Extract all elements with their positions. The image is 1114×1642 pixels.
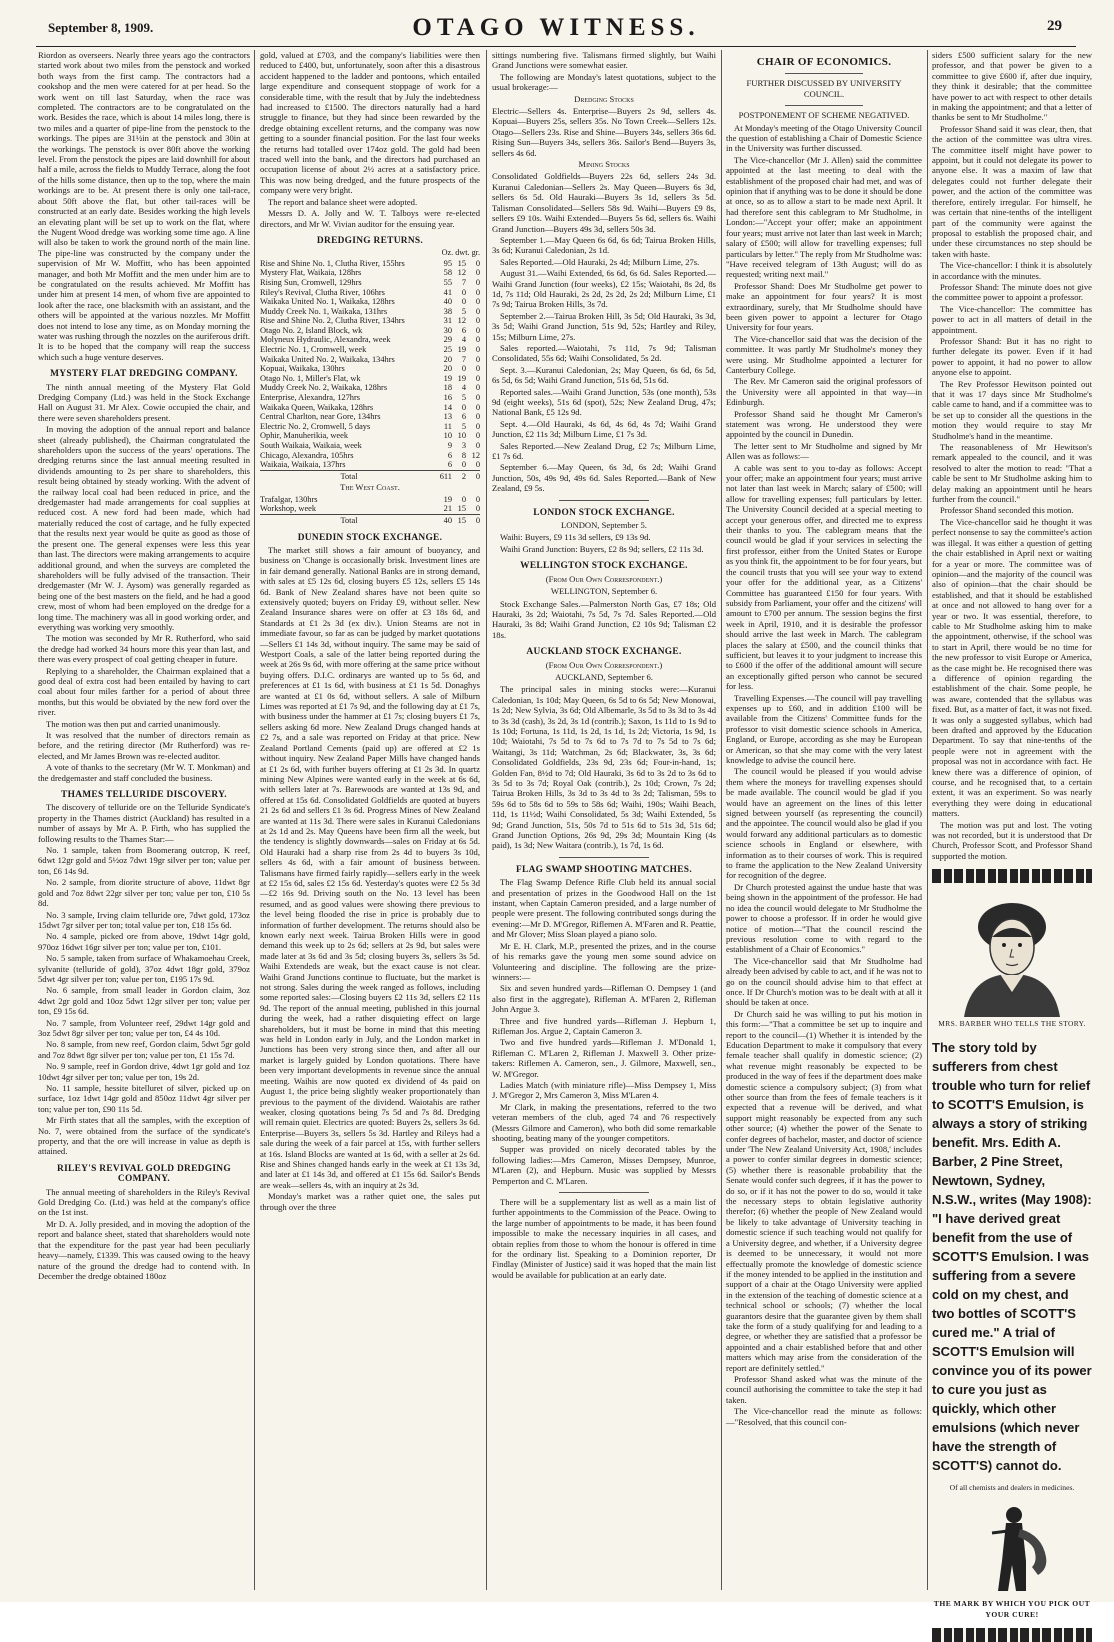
return-row xyxy=(260,297,480,307)
article-paragraph: At Monday's meeting of the Otago University Council the question of establishing a Chair of Domestic Science in the University was further discussed. xyxy=(726,122,922,154)
return-row xyxy=(260,335,480,345)
column-rule xyxy=(254,50,255,1590)
article-paragraph: Professor Shand: Does Mr Studholme get power to make an appointment for four years? It is most extraordinary, surely, that Mr Studholme should have been given power to appoint a lecturer for Otago University for four years. xyxy=(726,280,922,333)
dredge-name: Electric No. 1, Cromwell, week xyxy=(260,345,367,355)
article-paragraph: The Vice-chancellor read the minute as follows:—"Resolved, that this council con- xyxy=(726,1406,922,1427)
total-label: Total xyxy=(260,514,438,525)
article-paragraph: There will be a supplementary list as well as a main list of further appointments to the Commission of the Peace. Owing to the large number of appointments to be made, it has been found impossible to make the necessary inquiries in all cases, and obtain replies from those to whom the honour is offered in time for the ordinary list. Speaking to a Dominion reporter, Dr Findlay (Minister of Justice) said it was hoped that the main list would be available for publication at an early date. xyxy=(492,1197,716,1280)
total-value: 0 xyxy=(466,470,480,481)
return-row xyxy=(260,364,480,374)
article-paragraph: The reasonableness of Mr Hewitson's remark appealed to the council, and it was resolved to alter the motion to read: "That a cable be sent to Mr Studholme asking him to delay making an appointment until he hears further from the council." xyxy=(932,442,1092,505)
yield-value: 0 xyxy=(475,504,480,514)
yield-value: 0 xyxy=(475,393,480,403)
yield-value: 4 xyxy=(461,335,466,345)
divider xyxy=(785,73,863,74)
yield-value: 25 xyxy=(443,345,452,355)
yield-value: 14 xyxy=(443,402,452,412)
article-paragraph: September 6.—May Queen, 6s 3d, 6s 2d; Waihi Grand Junction, 50s, 49s 9d, 49s 6d. Sales Reported.—Bank of New Zealand, £9 5s. xyxy=(492,462,716,494)
yield-value: 0 xyxy=(475,412,480,422)
article-paragraph: The market still shows a fair amount of buoyancy, and business on 'Change is occasionally brisk. Investment lines are in fair demand generally. National Banks are in strong demand, with sales at £5 12s 6d, closing buyers £5 12s, sellers £5 14s 6d. Bank of New Zealand shares have not been quite so extensively quoted; buyers on Friday £9, without seller. New Zealand Insurance shares were on offer at £3 18s 6d, and Standards at £1 2s 3d (ex div.). Union Steams are not in immediate favour, so far as can be judged by market quotations—Sellers £1 14s 3d, without inquiry. The same may be said of Westport Coals, a sale of the latter being reported during the week at 26s 9s 6d, with more offering at the same price without buying offers. D.I.C. ordinarys are wanted up to 5s 6d, and preferences at £1 1s 6d, with business at £1 1s 5d. Donaghys are wanted at £1 0s 6d, without sellers. A sale of Milburn Limes was reported at £1 7s 9d, and the following day at £1 7s, with business under the hammer at £1 7s; closing buyers £1 7s, sellers asking 6d more. New Zealand Drugs changed hands at £2 7s, and a sale was reported on Friday at that price. New Zealand Portland Cements (paid up) are offered at £2 1s without inquiry. New Zealand Paper Mills have changed hands at £1 2s 6d, with further buyers offering at £1 2s 3d. In quartz mining New Alpines were wanted early in the week at 6s 6d, with sellers later at 7s. Barewoods are wanted at 13s 9d, and offered at 15s 6d. Consolidated Goldfields are quoted at buyers 21 2s 6d and sellers £1 3s 6d. Progress Mines of New Zealand are wanted at 11s 3d. There were sales in Kuranui Caledonians at 2s 1d and 2s. May Queens have been firm all the week, but the tendency is slightly downwards—sales on Friday at 6s 5d. Old Hauraki had a sharp rise from 2s 4d to buyers 3s 10d, sellers 4s 6d, with a fair amount of business between. Talismans have firmed fairly rapidly—sellers early in the week at £2 15s 6d, sales £2 15s 6d. Yesterday's quotes were £2 5s 3d—£2 16s 9d. Driving south on the No. 13 level has been resumed, and as good values were showing there previous to the level being flooded the rise in price is probably due to information of further development. The returns should also be known early next week. Tairua Broken Hills were in good demand this week up to 2s 6d; sellers at 2s 9d, but sales were made later at 3s 6d and 3s 5d; closing buyers 3s, sellers 3s 5d. Waihi Extendeds are weak, but the exact cause is not clear. Waihi Grand Junctions continue to fluctuate, but the market is not strong. Sales during the week ranged as follows, including some reported sales:—Closing buyers £2 11s 3d, sellers £2 11s 9d. The report of the annual meeting, published in this journal during the week, had a rather disquieting effect on large shareholders, but it must be borne in mind that this meeting was held in London early in July, and the London market in Junctions has been very strong since then, and after all our market is largely guided by London quotations. There have been very important developments in revenue since the annual meeting. Waihis are now quoted ex dividend of 4s paid on August 1, the price being slightly weaker proportionately than previous to the payment of the dividend. Waiotahis are rather weaker, closing quotations being 7s 5d and 7s 8d. Dredging will remain quiet. Electrics are quoted: Buyers 2s, sellers 3s 6d. Enterprise—Buyers 3s, sellers 5s 3d. Hartley and Rileys had a sale during the week of a fair parcel at 15s, with further sellers at 16s. Island Blocks are wanted at 1s 6d, with a seller at 2s 6d. Rise and Shines changed hands early in the week at £1 13s 3d, and later at £1 14s 3d, and offered at £1 15s 6d. Sailor's Bends are weak—sellers 4s, with an inquiry at 2s 3d. xyxy=(260,544,480,1190)
yield-value: 7 xyxy=(461,277,466,287)
yield-value: 0 xyxy=(475,373,480,383)
return-row xyxy=(260,259,480,269)
headline-auckland-exchange: AUCKLAND STOCK EXCHANGE. xyxy=(526,647,682,658)
column-5 xyxy=(932,50,1092,1619)
yield-value: 0 xyxy=(475,325,480,335)
article-rileys-continued xyxy=(260,197,480,229)
yield-value: 0 xyxy=(475,268,480,278)
return-row xyxy=(260,495,480,505)
yield-value: 0 xyxy=(475,345,480,355)
yield-value: 19 xyxy=(457,373,466,383)
yield-value: 7 xyxy=(461,354,466,364)
article-paragraph: siders £500 sufficient salary for the new professor, and that power be given to a committee to give £600 if, after due inquiry, they think it desirable; that the committee have power to act with respect to other details in making the appointment; and that a letter of thanks be sent to Mr Studholme." xyxy=(932,50,1092,123)
yield-value: 16 xyxy=(443,393,452,403)
return-row xyxy=(260,403,480,413)
headline-mystery-flat: MYSTERY FLAT DREDGING COMPANY. xyxy=(50,369,238,380)
article-paragraph: Mr Clark, in making the presentations, referred to the two veteran members of the club, aged 74 and 76 respectively (Messrs Gilmore and Cameron), who both did some remarkable shooting, beating many of the younger competitors. xyxy=(492,1101,716,1143)
issue-date: September 8, 1909. xyxy=(48,20,154,35)
yield-value: 4 xyxy=(461,383,466,393)
article-paragraph: Professor Shand: But it has no right to further delegate its power. Even if it had power to appoint, it had no power to allow anyone else to appoint. xyxy=(932,335,1092,378)
yield-value: 0 xyxy=(461,364,466,374)
dateline: LONDON, September 5. xyxy=(561,520,647,531)
return-row xyxy=(260,268,480,278)
dredge-name: Otago No. 1, Miller's Flat, wk xyxy=(260,373,361,383)
article-paragraph: gold, valued at £703, and the company's liabilities were then reduced to £400, but, unfortunately, soon after this a disastrous accident happened to the ladder and pontoons, which entailed large expenditure and consequent stoppage of work for a considerable time, with the result that by July the indebtedness had increased to £1500. The directors naturally had a hard struggle to finance, but they had since been rewarded by the dredge obtaining excellent returns, and the company was now getting to a sounder financial position. For the last four weeks the returns had totalled over 174oz gold. The gold had been traced well into the bank, and the directors had purchased an occupation license of about 2½ acres at a satisfactory price. This was now being dredged, and the future prospects of the company were very bright. xyxy=(260,50,480,196)
masthead-title: OTAGO WITNESS. xyxy=(412,14,700,41)
dredge-name: Electric No. 2, Cromwell, 5 days xyxy=(260,421,371,431)
page-number: 29 xyxy=(1047,18,1062,34)
article-paragraph: In moving the adoption of the annual report and balance sheet (already published), the Chairman congratulated the shareholders upon the success of the years' operations. The dredging returns since the last annual meeting resulted in dividends amounting to 2s per share to shareholders, this result being obtained by steady working. With the advent of the railway local coal had been reduced in price, and the dredgemaster had made arrangements for coal supplies at reduced cost. A new ford had been made, which had materially reduced the cost of cartage, and he fully expected that the results next year would be quite as good as those of the present one. The general expenses were less this year than last. The directors were making arrangements to acquire additional ground, and when the surveys are completed the shareholders will be fully advised of the transaction. Their dredgemaster (Mr W. J. Aysom) was generally regarded as being one of the best masters on the field, and he had a good crew, most of whom had been employed on the dredge for a long time. The machinery was all in good working order, and everything was working very smoothly. xyxy=(38,424,250,632)
yield-value: 0 xyxy=(475,402,480,412)
yield-value: 12 xyxy=(457,316,466,326)
yield-value: 6 xyxy=(461,325,466,335)
dredge-name: Rise and Shine No. 2, Clutha River, 134hrs xyxy=(260,316,405,326)
article-paragraph: Replying to a shareholder, the Chairman explained that a good deal of extra cost had been entailed by having to cart coal about four miles farther for a period of about three months, but this would be obviated by the new ford over the river. xyxy=(38,665,250,718)
column-rule xyxy=(721,50,722,1590)
article-paragraph: September 1.—May Queen 6s 6d, 6s 6d; Tairua Broken Hills, 3s 6d; Kuranui Caledonian, 2s 1d. xyxy=(492,234,716,256)
dredge-name: Chicago, Alexandra, 105hrs xyxy=(260,450,354,460)
article-paragraph: The Vice-chancellor: I think it is absolutely in accordance with the minutes. xyxy=(932,260,1092,281)
article-paragraph: The Rev Professor Hewitson pointed out that it was 17 days since Mr Studholme's cable came to hand, and if a committee was to be set up to consider all the questions in the motion they would require to stay Mr Studholme's hand in the meantime. xyxy=(932,378,1092,441)
fisherman-trademark-icon xyxy=(962,1503,1062,1595)
yield-value: 0 xyxy=(461,297,466,307)
headline-dunedin-exchange: DUNEDIN STOCK EXCHANGE. xyxy=(297,532,443,543)
yield-value: 12 xyxy=(457,268,466,278)
trademark-caption: THE MARK BY WHICH YOU PICK OUT YOUR CURE! xyxy=(933,1599,1091,1619)
yield-value: 5 xyxy=(461,393,466,403)
article-paragraph: September 2.—Tairua Broken Hill, 3s 5d; Old Hauraki, 3s 3d, 3s 5d; Waihi Grand Junction, 51s 9d, 52s; Hartley and Riley, 15s; Milburn Lime, 27s. xyxy=(492,310,716,342)
woman-portrait-icon xyxy=(934,889,1090,1017)
article-paragraph: No. 9 sample, reef in Gordon drive, 4dwt 1gr gold and 1oz 10dwt 4gr silver per ton; value per ton, 19s 2d. xyxy=(38,1061,250,1082)
article-paragraph: No. 4 sample, picked ore from above, 19dwt 14gr gold, 970oz 16dwt 16gr silver per ton; value per ton, £101. xyxy=(38,931,250,952)
article-paragraph: Messrs D. A. Jolly and W. T. Talboys were re-elected directors, and Mr W. Vivian auditor for the ensuing year. xyxy=(260,208,480,229)
yield-value: 10 xyxy=(457,431,466,441)
dredging-returns-table xyxy=(260,259,480,482)
article-paragraph: Three and five hundred yards—Rifleman J. Hepburn 1, Rifleman Jos. Argue 2, Captain Cameron 3. xyxy=(492,1015,716,1036)
divider xyxy=(559,1192,649,1193)
headline-thames-telluride: THAMES TELLURIDE DISCOVERY. xyxy=(61,790,227,801)
west-coast-table xyxy=(260,495,480,526)
article-flag-swamp xyxy=(492,877,716,1186)
column-3 xyxy=(492,50,716,1595)
headline-rileys-revival: RILEY'S REVIVAL GOLD DREDGING COMPANY. xyxy=(57,1163,231,1185)
yield-value: 0 xyxy=(475,297,480,307)
units-label: Oz. dwt. gr. xyxy=(441,248,480,258)
yield-value: 13 xyxy=(443,412,452,422)
dredge-name: Rise and Shine No. 1, Clutha River, 155hrs xyxy=(260,258,405,268)
article-paragraph: No. 1 sample, taken from Boomerang outcrop, K reef, 6dwt 12gr gold and 5½oz 7dwt 19gr silver per ton; value per ton, £6 14s 9d. xyxy=(38,845,250,876)
dredge-name: South Waikaia, Waikaia, week xyxy=(260,441,362,450)
article-paragraph: The Rev. Mr Cameron said the original professors of the University were all appointed in that way—in Edinburgh. xyxy=(726,376,922,408)
article-paragraph: No. 7 sample, from Volunteer reef, 29dwt 14gr gold and 3oz 5dwt 8gr silver per ton; value per ton, £4 4s 10d. xyxy=(38,1017,250,1038)
dateline: AUCKLAND, September 6. xyxy=(555,671,653,682)
yield-value: 38 xyxy=(443,306,452,316)
yield-value: 0 xyxy=(475,354,480,364)
return-row xyxy=(260,316,480,326)
article-paragraph: Riordon as overseers. Nearly three years ago the contractors started work about two miles from the penstock and worked both ways from the first camp. The contractors had a cookshop and the men were catered for at per head. So the work went on till last Saturday, when the race was completed. The contractors are to be congratulated on the work. Besides the race, which is about 14 miles long, there is two miles and a quarter of pipe-line from the penstock to the workings. The pipes are 31½in at the penstock and 30in at the workings. The penstock is over 80ft above the working level. From the penstock the pipes are laid downhill for about half a mile, across the fields to Muddy Terrace, along the foot of the hills some distance, then up to the top, where the main workings are to be. At present there is only one tail-race, about 50ft above the flat, but other tail-races will be constructed at an early date. Besides working the high levels an elevating plant will be set up to work on the flat, where the Nugent Wood dredge was working some time ago. A line will also be taken to work the ground north of the main line. The pipe-line was constructed by the company under the supervision of Mr W. Moffitt, who has been appointed manager, and both Mr Moffitt and the men under him are to be congratulated on the results achieved. Mr Moffitt has under him at present 14 men, of whom five are appointed to look after the race, one blacksmith with an assistant, and the others will be appointed at the various nozzles. Mr Moffitt does not intend to lose any time, as on Monday morning the water was rushing through the nozzles on the auriferous drift. It is to be hoped that the company will reap the success which such a huge venture deserves. xyxy=(38,50,250,362)
ad-footnote: Of all chemists and dealers in medicines. xyxy=(949,1482,1075,1492)
dredge-name: Otago No. 2, Island Block, wk xyxy=(260,325,363,335)
dredging-stocks-label: Dredging Stocks xyxy=(574,93,634,104)
article-paragraph: The council would be pleased if you would advise them where the moneys for travelling expenses should be made available. The council would be glad if you would have an agreement on the lines of this letter signed between yourself (as representing the council) and the appointee. The council would also be glad if you would forward any additional particulars as to domestic science schools in England or elsewhere, with information as to their courses of work. This is required to frame the application to the New Zealand University for recognition of the degree. xyxy=(726,766,922,881)
article-paragraph: The annual meeting of shareholders in the Riley's Revival Gold Dredging Co. (Ltd.) was held at the company's office on the 1st inst. xyxy=(38,1186,250,1218)
article-paragraph: The principal sales in mining stocks were:—Kuranui Caledonian, 1s 10d; May Queen, 6s 5d to 6s 5d; New Monowai, 1s 2d; New Sylvia, 3s 6d; Old Albemarle, 3s 5d to 3s 3d to 3s 4d to 3s 3d (cash), 3s 2d, 3s 1d (contrib.); Saxon, 1s 11d to 1s 9d to 1s 10d; Fortuna, 1s 11d, 1s 2d, 1s 1d, 1s 2d; Victoria, 1s 9d, 1s 10d; Waiotahi, 7s 5d to 7s 6d to 7s 7d to 7s 5d to 7s 6d; Waitangi, 3s 11d; Watchman, 2s 6d; Blackwater, 3s, 3s 6d; Consolidated Goldfields, 23s 9d, 23s 6d; Four-in-hand, 1s; Golden Fan, 8½d to 7d; Old Hauraki, 3s 6d to 3s 2d to 3s 6d to 3s 5d to 3s 7d; Royal Oak (contrib.), 2s 10d; Crown, 7s 2d; Tairua Broken Hills, 3s 3d to 3s 4d to 3s 2d; Talisman, 59s to 59s 6d to 58s 6d to 59s to 58s 6d; Waihi, 190s; Waihi Beach, 11d, 1s 11½d; Waihi Consolidated, 5s 3d; Waihi Extended, 5s 9d; Grand Junction, 51s, 50s 7d to 51s 6d to 51s 3d, 51s 6d; Grand Junction Options, 26s 9d, 29s 3d; Mountain King (4s paid), 1s 3d; New Waitara (contrib.), 1s 7d, 1s 6d. xyxy=(492,684,716,851)
portrait-illustration xyxy=(934,889,1090,1017)
west-coast-label: The West Coast. xyxy=(340,482,400,493)
headline-flag-swamp: FLAG SWAMP SHOOTING MATCHES. xyxy=(516,864,692,875)
dredge-name: Mystery Flat, Waikaia, 128hrs xyxy=(260,268,362,278)
total-row xyxy=(260,514,480,525)
scotts-emulsion-ad: The story told by sufferers from chest trouble who turn for relief to SCOTT'S Emulsion, is always a story of striking benefit. Mrs. Edith A. Barber, 2 Pine Street, Newtown, Sydney, N.S.W., writes (May 1908): "I have derived great benefit from the use of SCOTT'S Emulsion. I was suffering from a severe cold on my chest, and two bottles of SCOTT'S cured me." A trial of SCOTT'S Emulsion will convince you of its power to cure you just as quickly, which other emulsions (which never have the strength of SCOTT'S) cannot do. xyxy=(932,1039,1092,1473)
article-rileys-revival xyxy=(38,1187,250,1282)
article-paragraph: Stock Exchange Sales.—Palmerston North Gas, £7 18s; Old Hauraki, 3s 2d; Waiotahi, 7s 5d, 7s 7d. Sales Reported.—Old Hauraki, 3s 8d; Waihi Grand Junction, £2 10s 9d; Talisman £2 18s. xyxy=(492,598,716,640)
yield-value: 0 xyxy=(475,383,480,393)
sales-list xyxy=(492,235,716,494)
yield-value: 40 xyxy=(443,297,452,307)
yield-value: 0 xyxy=(461,402,466,412)
dateline: WELLINGTON, September 6. xyxy=(550,586,658,597)
article-thames-telluride xyxy=(38,802,250,1156)
divider xyxy=(559,500,649,501)
article-paragraph: The motion was put and lost. The voting was not recorded, but it is understood that Dr Church, Professor Scott, and Professor Shand supported the motion. xyxy=(932,819,1092,861)
dredge-name: Waikaka United No. 1, Waikaka, 128hrs xyxy=(260,297,395,307)
yield-value: 0 xyxy=(475,431,480,441)
yield-value: 0 xyxy=(475,277,480,287)
article-paragraph: The motion was then put and carried unanimously. xyxy=(46,718,221,729)
column-1 xyxy=(38,50,250,1595)
article-paragraph: sittings numbering five. Talismans firmed slightly, but Waihi Grand Junctions were somewhat easier. xyxy=(492,50,716,71)
yield-value: 11 xyxy=(443,421,452,431)
article-mystery-flat xyxy=(38,382,250,783)
return-row xyxy=(260,383,480,393)
headline-london-exchange: LONDON STOCK EXCHANGE. xyxy=(533,507,675,518)
article-chair-continued xyxy=(932,50,1092,861)
subheadline: POSTPONEMENT OF SCHEME NEGATIVED. xyxy=(738,110,910,121)
article-paragraph: Professor Shand asked what was the minute of the council authorising the committee to take the step it had taken. xyxy=(726,1373,922,1405)
article-paragraph: The ninth annual meeting of the Mystery Flat Gold Dredging Company (Ltd.) was held in the Stock Exchange Hall on August 31. Mr Alex. Cowie occupied the chair, and there were seven shareholders present. xyxy=(38,381,250,423)
headline-chair-economics: CHAIR OF ECONOMICS. xyxy=(756,56,892,68)
dredge-name: Muddy Creek No. 1, Waikaka, 131hrs xyxy=(260,306,388,316)
total-row xyxy=(260,470,480,481)
article-paragraph: A cable was sent to you to-day as follows: Accept your offer; make an appointment four years; must arrive not later than last week in March; salary of £500; will allow for travelling expenses; full particulars by letter. The University Council decided at a special meeting to accept your generous offer, and directed me to express their thanks to you. The cablegram means that the council would be glad if your services in selecting the first professor, either from the United States or Europe as you think fit, the appointment to be for four years, but the council trusts that you will see your way to extend your offer for the additional year, as a Citizens' Committee has guaranteed £150 for four years. With subsidy from Parliament, your offer and the citizens' will amount to £700 per annum. The session begins the first week in April, 1910, and it is desirable the professor should arrive the last week in March. The cablegram places the salary at £500, and the council thinks that sufficient, but leaves it to your judgment to increase this to £600 if the offer of the additional amount will secure an exceptionally gifted person who cannot be secured for less. xyxy=(726,462,922,692)
article-paragraph: It was resolved that the number of directors remain as before, and the retiring director (Mr Rutherford) was re-elected, and Mr James Brown was re-elected auditor. xyxy=(38,730,250,761)
yield-value: 5 xyxy=(461,421,466,431)
article-paragraph: Professor Shand said it was clear, then, that the action of the committee was ultra vires. The committee itself might have power to appoint, but it could not delegate its power to anyone else. It was a maxim of law that delegates could not further delegate their power, and the action of the committee was therefore, entirely irregular. For himself, he was certain that nine-tenths of the intelligent part of the community were against the proposal to establish the proposed chair, and under these circumstances no step should be taken with haste. xyxy=(932,123,1092,259)
yield-value: 31 xyxy=(443,316,452,326)
article-paragraph: The letter sent to Mr Studholme and signed by Mr Allen was as follows:— xyxy=(726,440,922,462)
ad-banner-bottom xyxy=(932,1628,1092,1642)
article-paragraph: Sales Reported.—Old Hauraki, 2s 4d; Milburn Lime, 27s. xyxy=(500,256,700,267)
article-paragraph: The Flag Swamp Defence Rifle Club held its annual social and presentation of prizes in the Goodwood Hall on the 1st instant, when Captain Cameron presided, and a large number of people were present. The following contributed songs during the evening:—Mr D. M'Gregor, Riflemen A. M'Faren and R. Peattie, and Mr Glover; Miss Sloan played a piano solo. xyxy=(492,877,716,940)
article-paragraph: Sales Reported.—New Zealand Drug, £2 7s; Milburn Lime, £1 7s 6d. xyxy=(492,440,716,462)
headline-wellington-exchange: WELLINGTON STOCK EXCHANGE. xyxy=(520,561,688,572)
total-value: 40 xyxy=(438,514,452,525)
dredging-quotes: Electric—Sellers 4s. Enterprise—Buyers 2s 9d, sellers 4s. Kopuai—Buyers 25s, sellers 35s. No Town Creek—Sellers 12s. Otago—Sellers 23s. Rise and Shine—Buyers 34s, sellers 36s 6d. Rising Sun—Buyers 34s, sellers 36s. Sailor's Bend—Buyers 3s, sellers 4s 6d. xyxy=(492,106,716,158)
yield-value: 0 xyxy=(475,441,480,450)
dredge-name: Ophir, Manuherikia, week xyxy=(260,431,349,441)
divider xyxy=(785,105,863,106)
article-paragraph: Waihi Grand Junction: Buyers, £2 8s 9d; sellers, £2 11s 3d. xyxy=(500,543,704,554)
article-paragraph: The Vice-chancellor (Mr J. Allen) said the committee appointed at the last meeting to deal with the establishment of the proposed chair had met, and was of opinion that if anything was to be done it should be done at once, so as to allow a start to be made next April. It had therefore sent this cablegram to Mr Studholme, in London:—"Accept your offer; make an appointment four years; must arrive not later than last week in March; salary of £500; will allow for travelling expenses; full particulars by letter." The reply from Mr Studholme was: "Have received telegram of 13th August; will do as requested; writing next mail." xyxy=(726,154,922,280)
portrait-caption: MRS. BARBER WHO TELLS THE STORY. xyxy=(938,1019,1086,1029)
article-paragraph: Sept. 4.—Old Hauraki, 4s 6d, 4s 6d, 4s 7d; Waihi Grand Junction, £2 11s 3d; Milburn Lime, £1 7s 3d. xyxy=(492,418,716,440)
subheadline: FURTHER DISCUSSED BY UNIVERSITY COUNCIL. xyxy=(746,78,902,99)
article-paragraph: No. 2 sample, from diorite structure of above, 11dwt 8gr gold and 7oz 8dwt 22gr silver per ton; value per ton, £10 5s 8d. xyxy=(38,877,250,909)
article-paragraph: Sept. 3.—Kuranui Caledonian, 2s; May Queen, 6s 6d, 6s 5d, 6s 5d, 6s 5d; Waihi Grand Junction, 51s 6d, 51s 6d. xyxy=(492,364,716,386)
total-value: 2 xyxy=(452,470,466,481)
article-chair-economics xyxy=(726,123,922,1427)
yield-value: 0 xyxy=(461,460,466,470)
yield-value: 0 xyxy=(475,306,480,316)
mining-stocks-label: Mining Stocks xyxy=(578,159,630,170)
dredge-name: Central Charlton, near Gore, 134hrs xyxy=(260,412,381,422)
total-value: 611 xyxy=(439,471,452,481)
column-2 xyxy=(260,50,480,1595)
yield-value: 0 xyxy=(475,335,480,345)
article-paragraph: Monday's market was a rather quiet one, the sales put through over the three xyxy=(260,1191,480,1212)
yield-value: 12 xyxy=(471,450,480,460)
yield-value: 10 xyxy=(443,431,452,441)
yield-value: 8 xyxy=(461,450,466,460)
return-row xyxy=(260,460,480,470)
yield-value: 0 xyxy=(475,287,480,297)
yield-value: 0 xyxy=(475,364,480,374)
total-label: Total xyxy=(260,470,438,481)
article-paragraph: Two and five hundred yards—Rifleman J. M'Donald 1, Rifleman C. M'Laren 2, Rifleman J. Maxwell 3. Other prize-takers: Riflemen A. Cameron, sen., J. Gilmore, Maxwell, sen., W. M'Gregor. xyxy=(492,1037,716,1079)
yield-value: 41 xyxy=(443,287,452,297)
article-paragraph: The Vice-chancellor said that was the decision of the committee. It was partly Mr Studholme's money they were using. Mr Studholme appointed a lecturer for Canterbury College. xyxy=(726,333,922,375)
article-paragraph: Six and seven hundred yards—Rifleman O. Dempsey 1 (and also first in the aggregate), Rifleman A. M'Faren 2, Rifleman John Argue 3. xyxy=(492,983,716,1015)
return-row xyxy=(260,504,480,514)
dredge-name: Rising Sun, Cromwell, 129hrs xyxy=(260,277,362,287)
dredge-name: Waikaka United No. 2, Waikaka, 134hrs xyxy=(260,354,395,364)
london-quotes xyxy=(492,532,716,554)
yield-value: 55 xyxy=(443,277,452,287)
return-row xyxy=(260,374,480,384)
column-rule xyxy=(486,50,487,1590)
return-row xyxy=(260,355,480,365)
article-paragraph: Dr Church said he was willing to put his motion in this form:—"That a committee be set up to inquire and report to the council—(1) Whether it is intended by the Education Department to make it compulsory that every female teacher shall qualify in domestic science; (2) what revenue might reasonably be expected to be produced in the way of fees if the department does make domestic science a compulsory subject; (3) from what other source than from the fees of female teachers is it expected that a revenue will be derived, and what support might reasonably be expected from any such other source; (4) whether the power of the Senate to confer degrees of bachelor, master, and doctor of science under 'The New Zealand University Act, 1908,' includes a power to confer similar degrees in domestic science; (5) whether there is reasonable probability that the Senate would confer such degrees, if it has the power to do so, or if it has not the power to do so, would it take the necessary steps to obtain legislative authority therefor; (6) whether the people of New Zealand would be likely to take advantage of University teaching in domestic science if such teaching would not qualify for a University degree, and whether, if a University degree is deemed to be unnecessary, it would not more effectually promote the knowledge of domestic science if the money intended to be applied in the institution and support of a chair at the Otago University were applied in the extension of the teaching of domestic science at a technical school or schools; (7) whether the local guarantors desire that the guarantee given by them shall take the form of a study qualifying for and leading to a degree, or whether they are satisfied that a professor be appointed and a chair established before that and other matters which may arise from the consideration of the report are definitely settled." xyxy=(726,1008,922,1373)
yield-value: 30 xyxy=(443,325,452,335)
article-paragraph: Reported sales.—Waihi Grand Junction, 53s (one month), 53s 9d (eight weeks), 51s 6d (spot), 52s; New Zealand Drug, 47s; National Bank, £5 12s 9d. xyxy=(492,386,716,418)
article-paragraph: A vote of thanks to the secretary (Mr W. T. Monkman) and the dredgemaster and staff concluded the business. xyxy=(38,762,250,783)
article-paragraph: Travelling Expenses.—The council will pay travelling expenses up to £60, and in addition £100 will be available from the Citizens' Committee funds for the professor to visit domestic science schools in America, England, or Europe, according as she may be European or American, so that she may come with the very latest knowledge to advise the council here. xyxy=(726,692,922,765)
yield-value: 6 xyxy=(447,460,452,470)
return-row xyxy=(260,307,480,317)
yield-value: 15 xyxy=(457,504,466,514)
divider xyxy=(559,857,649,858)
return-row xyxy=(260,451,480,461)
article-paragraph: Professor Shand seconded this motion. xyxy=(940,505,1074,516)
article-paragraph: The following are Monday's latest quotations, subject to the usual brokerage:— xyxy=(492,71,716,93)
yield-value: 29 xyxy=(443,335,452,345)
dredge-name: Riley's Revival, Clutha River, 106hrs xyxy=(260,287,385,297)
return-row xyxy=(260,422,480,432)
return-row xyxy=(260,345,480,355)
return-row xyxy=(260,431,480,441)
article-paragraph: The Vice-chancellor said he thought it was perfect nonsense to say the committee's action was illegal. It was either a question of getting the chair established in April next or waiting for a year or more. The committee was of opinion—and the majority of the council was also of opinion—that the chair should be established, and that it should be established at once and not allowed to hang over for a year or two. It was essential, therefore, to cable to Mr Studholme asking him to make the appointment, otherwise, if the school was to start in April, there would be no time for the new professor to visit Europe or America, as the case might be. He recognised there was a difference of opinion regarding the establishment of the chair. Some people, he was aware, contended that the syllabus was fixed. But, as a matter of fact, it was not fixed. It was only a suggested syllabus, which had been drafted and approved by the Education Department. To say that nine-tenths of the people were not in agreement with the proposal was not in accordance with fact. He knew there was a difference of opinion, of course, and he recognised that, to a certain extent, it was an experiment. So was nearly everything they were doing in educational matters. xyxy=(932,516,1092,819)
return-row xyxy=(260,326,480,336)
article-paragraph: No. 6 sample, from small leader in Gordon claim, 3oz 4dwt 2gr gold and 10oz 5dwt 12gr silver per ton; value per ton, £9 15s 6d. xyxy=(38,985,250,1017)
yield-value: 3 xyxy=(461,441,466,450)
dredge-name: Muddy Creek No. 2, Waikaka, 128hrs xyxy=(260,383,388,393)
yield-value: 0 xyxy=(475,460,480,470)
article-paragraph: The Vice-chancellor said that Mr Studholme had already been advised by cable to act, and if he was not to go on the council should advise him to that effect at once. If Dr Church's motion was to be dealt with at all it should be taken at once. xyxy=(726,955,922,1008)
column-rule xyxy=(927,50,928,1590)
article-paragraph: Mr Firth states that all the samples, with the exception of No. 7, were obtained from the surface of the syndicate's property, and that the ore will increase in value as depth is attained. xyxy=(38,1115,250,1157)
article-paragraph: Dr Church protested against the undue haste that was being shown in the appointment of the professor. He had no idea the council would delegate to Mr Studholme the power to choose a professor. If in order he would give notice of motion—"That the council rescind the previous resolution come to with regard to the establishment of a Chair of Economics." xyxy=(726,881,922,955)
article-paragraph: No. 8 sample, from new reef, Gordon claim, 5dwt 5gr gold and 7oz 8dwt 8gr silver per ton; value per ton, £1 15s 7d. xyxy=(38,1039,250,1060)
article-paragraph: No. 3 sample, Irving claim telluride ore, 7dwt gold, 173oz 15dwt 7gr silver per ton; total value per ton, £18 15s 6d. xyxy=(38,909,250,930)
return-row xyxy=(260,393,480,403)
dredge-name: Trafalgar, 130hrs xyxy=(260,494,318,504)
headline-dredging-returns: DREDGING RETURNS. xyxy=(316,235,424,246)
yield-value: 19 xyxy=(443,494,452,504)
dredge-name: Enterprise, Alexandra, 127hrs xyxy=(260,393,361,403)
yield-value: 0 xyxy=(475,494,480,504)
total-value: 15 xyxy=(452,514,466,525)
yield-value: 0 xyxy=(475,421,480,431)
yield-value: 9 xyxy=(447,441,452,450)
article-dunedin-exchange xyxy=(260,545,480,1212)
article-paragraph: Ladies Match (with miniature rifle)—Miss Dempsey 1, Miss J. M'Gregor 2, Mrs Cameron 3, Miss M'Laren 4. xyxy=(492,1079,716,1101)
article-paragraph: Waihi: Buyers, £9 11s 3d sellers, £9 13s 9d. xyxy=(500,532,651,543)
yield-value: 5 xyxy=(461,306,466,316)
yield-value: 15 xyxy=(457,258,466,268)
dredge-name: Kopuai, Waikaka, 130hrs xyxy=(260,364,345,374)
article-paragraph: Supper was provided on nicely decorated tables by the following ladies:—Mrs Cameron, Misses Dempsey, Munroe, M'Laren (2), and Hepburn. Music was supplied by Messrs Pemperton and C. M'Laren. xyxy=(492,1144,716,1186)
article-paragraph: No. 11 sample, hessite bitelluret of silver, picked up on surface, 1oz 1dwt 14gr gold and 850oz 11dwt 4gr silver per ton; value per ton, £90 11s 5d. xyxy=(38,1083,250,1114)
mining-quotes: Consolidated Goldfields—Buyers 22s 6d, sellers 24s 3d. Kuranui Caledonian—Sellers 2s. May Queen—Buyers 6s 3d, sellers 6s 5d. Old Hauraki—Buyers 3s 1d, sellers 3s 5d. Talisman Consolidated—Sellers 58s 9d. Waihi—Buyers £9 8s, sellers £9 10s. Waihi Extended—Buyers 5s 6d, sellers 6s. Waihi Grand Junction—Buyers 49s 3d, sellers 50s 3d. xyxy=(492,171,716,234)
correspondent-line: (From Our Own Correspondent.) xyxy=(545,659,663,670)
column-4 xyxy=(726,50,922,1595)
yield-value: 0 xyxy=(461,287,466,297)
return-row xyxy=(260,278,480,288)
yield-value: 6 xyxy=(447,450,452,460)
yield-value: 19 xyxy=(443,373,452,383)
article-paragraph: The motion was seconded by Mr R. Rutherford, who said the dredge had worked 34 hours more this year than last, and there was every prospect of coal getting cheaper in future. xyxy=(38,633,250,665)
return-row xyxy=(260,441,480,451)
return-row xyxy=(260,288,480,298)
yield-value: 20 xyxy=(443,354,452,364)
yield-value: 18 xyxy=(443,383,452,393)
article-paragraph: Professor Shand: The minute does not give the committee power to appoint a professor. xyxy=(932,281,1092,303)
yield-value: 58 xyxy=(443,268,452,278)
fisherman-logo xyxy=(962,1503,1062,1595)
article-paragraph: Sales reported.—Waiotahi, 7s 11d, 7s 9d; Talisman Consolidated, 55s 6d; Waihi Consolidated, 5s 2d. xyxy=(492,342,716,364)
yield-value: 21 xyxy=(443,504,452,514)
correspondent-line: (From Our Own Correspondent.) xyxy=(545,573,663,584)
article-paragraph: Mr D. A. Jolly presided, and in moving the adoption of the report and balance sheet, stated that shareholders would note that the expenditure for the past year had been peculiarly heavy—namely, £1339. This was caused owing to the heavy nature of the ground the dredge had to contend with. In December the dredge obtained 180oz xyxy=(38,1218,250,1281)
article-paragraph: The discovery of telluride ore on the Telluride Syndicate's property in the Thames district (Auckland) has resulted in a number of assays by Mr A. P. Firth, who has supplied the following results to the Thames Star:— xyxy=(38,802,250,844)
article-paragraph: The report and balance sheet were adopted. xyxy=(268,196,418,207)
dredge-name: Waikaka Queen, Waikaka, 128hrs xyxy=(260,402,374,412)
dredge-name: Workshop, week xyxy=(260,504,317,514)
yield-value: 0 xyxy=(475,258,480,268)
yield-value: 0 xyxy=(461,494,466,504)
yield-value: 0 xyxy=(475,316,480,326)
article-paragraph: Professor Shand said he thought Mr Cameron's statement was wrong. He understood they were appointed by the council in Dunedin. xyxy=(726,408,922,440)
total-value: 0 xyxy=(466,514,480,525)
article-paragraph: August 31.—Waihi Extended, 6s 6d, 6s 6d. Sales Reported.—Waihi Grand Junction (four weeks), £2 15s; Waiotahi, 8s 2d, 8s 1d, 7s 11d; Old Hauraki, 2s 2d, 2s 2d, 2s 2d; Milburn Lime, £1 7s 9d; Tairua Broken Hills, 3s 7d. xyxy=(492,268,716,310)
article-paragraph: No. 5 sample, taken from surface of Whakamoehau Creek, sylvanite (telluride of gold), 37oz 4dwt 18gr gold, 379oz 5dwt 4gr silver per ton; value per ton, £195 17s 9d. xyxy=(38,953,250,984)
page-header xyxy=(36,10,1076,47)
yield-value: 19 xyxy=(457,345,466,355)
article-paragraph: The Vice-chancellor: The committee has power to act in all matters of detail in the appointment. xyxy=(932,303,1092,335)
yield-value: 20 xyxy=(443,364,452,374)
ad-banner-top xyxy=(932,869,1092,883)
dredge-name: Molyneux Hydraulic, Alexandra, week xyxy=(260,335,391,345)
yield-value: 95 xyxy=(443,258,452,268)
return-row xyxy=(260,412,480,422)
yield-value: 6 xyxy=(461,412,466,422)
dredge-name: Waikaia, Waikaia, 137hrs xyxy=(260,460,346,470)
article-paragraph: Mr E. H. Clark, M.P., presented the prizes, and in the course of his remarks gave the young men some sound advice on Volunteering and discipline. The following are the prize-winners:— xyxy=(492,940,716,982)
